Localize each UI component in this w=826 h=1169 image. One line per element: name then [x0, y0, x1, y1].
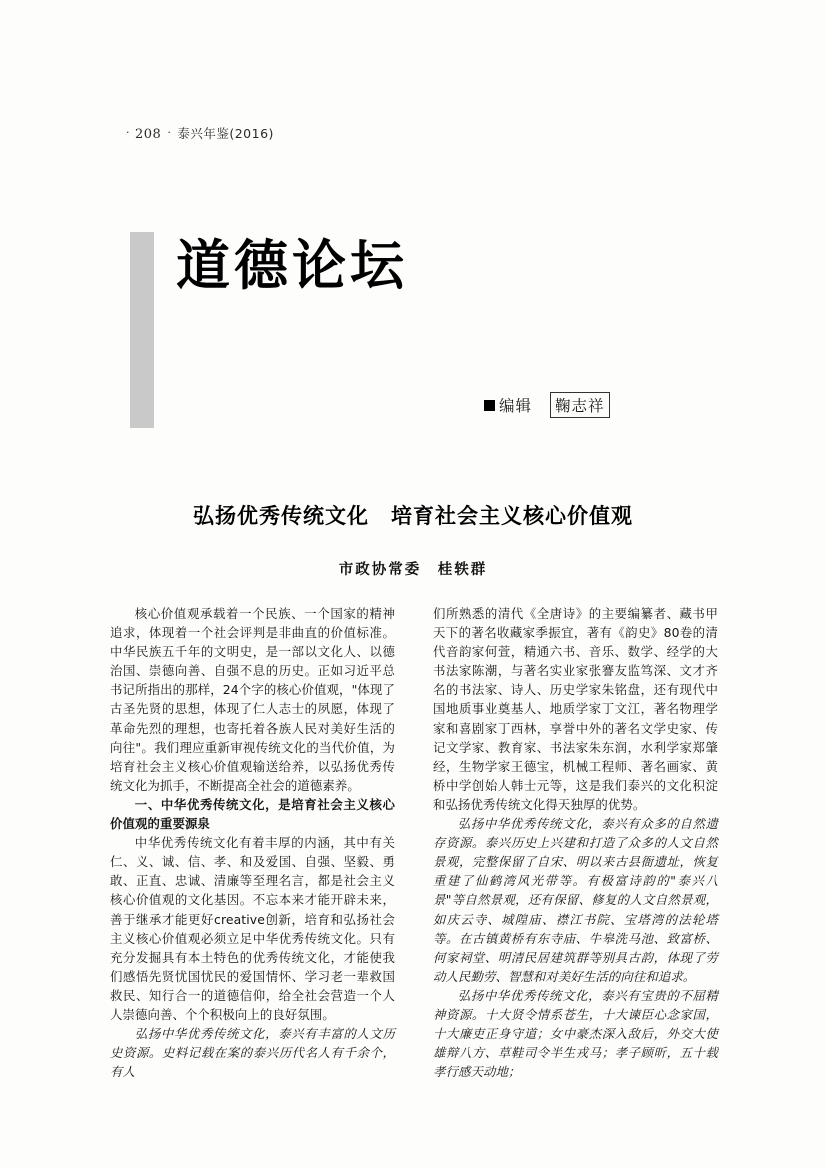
running-head-dot-right: ·: [167, 126, 172, 139]
section-banner: [130, 232, 690, 432]
square-bullet-icon: [484, 400, 495, 411]
book-title: 泰兴年鉴(2016): [177, 126, 274, 141]
running-head: [126, 124, 274, 142]
article-byline: 市政协常委 桂轶群: [338, 562, 488, 578]
paragraph: 弘扬中华优秀传统文化，泰兴有宝贵的不屈精神资源。十大贤令情系苍生，十大谏臣心念家国，十大廉吏正身守道；女中豪杰深入敌后，外交大使雄辩八方、草鞋司令半生戎马；孝子顾昕，五十载孝行感天动地；: [433, 987, 718, 1080]
paragraph: 中华优秀传统文化有着丰厚的内涵，其中有关仁、义、诚、信、孝、和及爱国、自强、坚毅、勇敢、正直、忠诚、清廉等至理名言，都是社会主义核心价值观的文化基因。不忘本来才能开辟未来，善于继承才能更好creative创新，培育和弘扬社会主义核心价值观必须立足中华优秀传统文化。只有充分发掘具有本土特色的优秀传统文化，才能使我们感悟先贤忧国忧民的爱国情怀、学习老一辈救国救民、知行合一的道德信仰，给全社会营造一个人人崇德向善、个个积极向上的良好氛围。: [110, 835, 395, 1022]
paragraph: 弘扬中华优秀传统文化，泰兴有丰富的人文历史资源。史料记载在案的泰兴历代名人有千余个，有人: [110, 1026, 395, 1080]
editor-name: 鞠志祥: [550, 392, 610, 418]
paragraph: 核心价值观承载着一个民族、一个国家的精神追求，体现着一个社会评判是非曲直的价值标准。中华民族五千年的文明史，是一部以文化人、以德治国、崇德向善、自强不息的历史。正如习近平总书记所指出的那样，24个字的核心价值观，"体现了古圣先贤的思想，体现了仁人志士的夙愿，体现了革命先烈的理想，也寄托着各族人民对美好生活的向往"。我们理应重新审视传统文化的当代价值，为培育社会主义核心价值观输送给养，以弘扬优秀传统文化为抓手，不断提高全社会的道德素养。: [110, 606, 395, 793]
article-title: 弘扬优秀传统文化 培育社会主义核心价值观: [193, 504, 633, 528]
editor-credit: [484, 392, 610, 418]
section-title: 道德论坛: [176, 234, 408, 297]
page-number: 208: [135, 127, 162, 142]
article-body: [110, 604, 718, 1080]
left-column: [110, 604, 395, 1080]
running-head-dot-left: ·: [126, 126, 130, 139]
right-column: [433, 604, 718, 1080]
editor-label: 编辑: [499, 397, 533, 415]
paragraph: 弘扬中华优秀传统文化，泰兴有众多的自然遗存资源。泰兴历史上兴建和打造了众多的人文自然景观，完整保留了自宋、明以来古县衙遗址，恢复重建了仙鹤湾风光带等。有极富诗韵的"泰兴八景"等自然景观，还有保留、修复的人文自然景观，如庆云寺、城隍庙、襟江书院、宝塔湾的法轮塔等。在古镇黄桥有东寺庙、牛皋洗马池、致富桥、何家祠堂、明清民居建筑群等别具古韵，体现了劳动人民勤劳、智慧和对美好生活的向往和追求。: [433, 816, 718, 984]
subheading: 一、中华优秀传统文化，是培育社会主义核心价值观的重要源泉: [110, 796, 395, 832]
banner-accent-bar: [130, 232, 154, 428]
paragraph: 们所熟悉的清代《全唐诗》的主要编纂者、藏书甲天下的著名收藏家季振宜，著有《韵史》80卷的清代音韵家何萱，精通六书、音乐、数学、经学的大书法家陈潮，与著名实业家张謇友监笃深、文才齐名的书法家、诗人、历史学家朱铭盘，还有现代中国地质事业奠基人、地质学家丁文江，著名物理学家和喜剧家丁西林，享誉中外的著名文学史家、传记文学家、教育家、书法家朱东润，水利学家郑肇经，生物学家王德宝，机械工程师、著名画家、黄桥中学创始人韩士元等，这是我们泰兴的文化积淀和弘扬优秀传统文化得天独厚的优势。: [433, 606, 718, 812]
